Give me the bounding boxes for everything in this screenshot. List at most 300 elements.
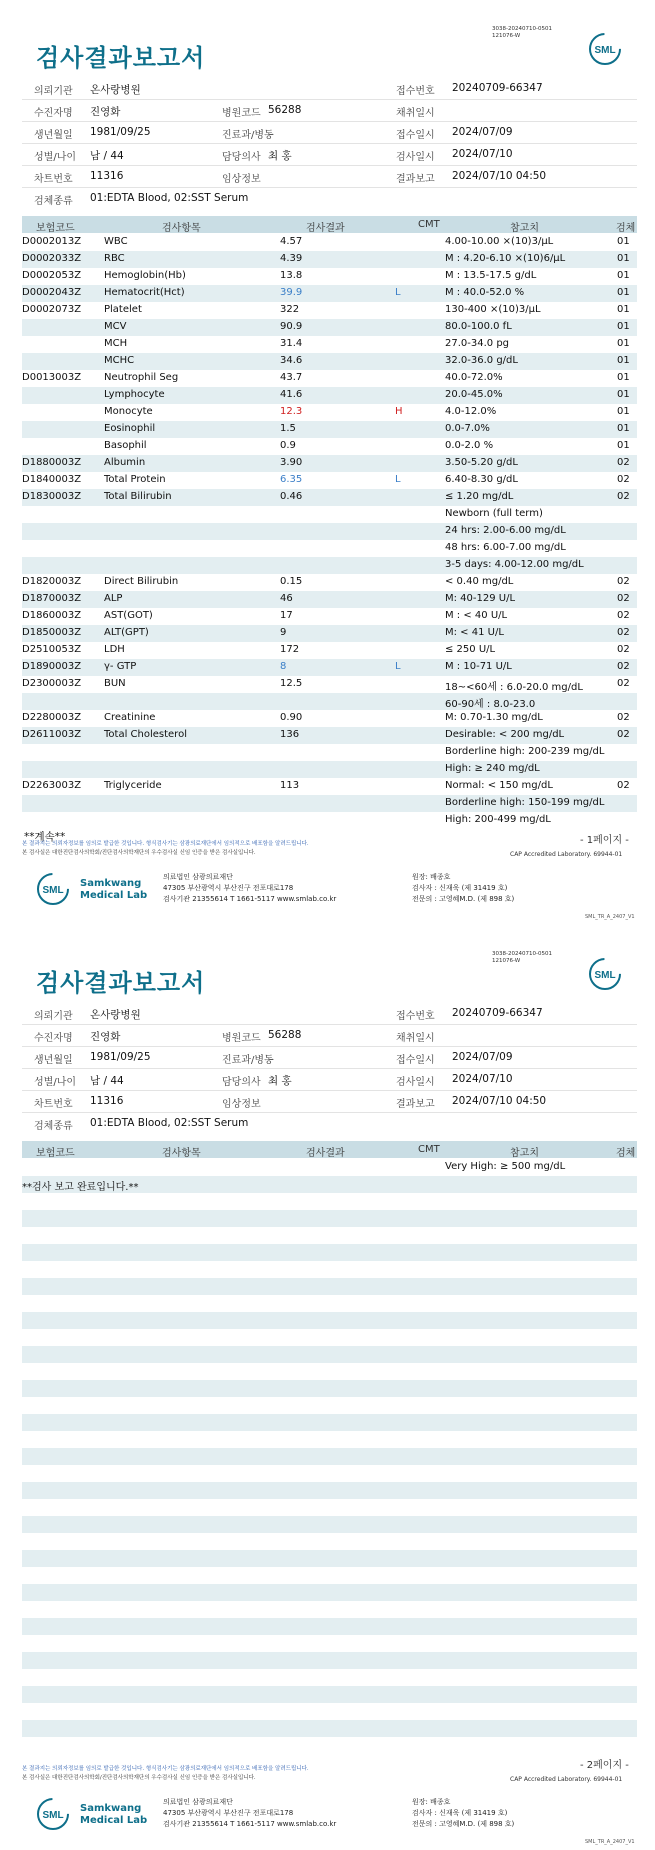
footer-signatures: [412, 872, 514, 905]
sex-age: 남 / 44: [90, 150, 124, 162]
insurance-code: D0002053Z: [22, 270, 82, 281]
table-row: [22, 795, 637, 812]
insurance-code: D2611003Z: [22, 729, 82, 740]
dept-label: 진료과/병동: [222, 1055, 274, 1066]
table-row: [22, 353, 637, 370]
info-row-3: [22, 1047, 637, 1069]
table-row: [22, 1584, 637, 1601]
doctor-label: 담당의사: [222, 1077, 261, 1088]
table-row: [22, 336, 637, 353]
doctor-name: 최 홍: [268, 1075, 292, 1087]
table-row: [22, 1227, 637, 1244]
reference-range: 0.0-2.0 %: [445, 440, 494, 451]
reference-range: 0.0-7.0%: [445, 423, 490, 434]
receipt-no: 20240709-66347: [452, 1007, 543, 1019]
specimen-code: 02: [617, 610, 630, 621]
specimen-label: 검체종류: [34, 196, 73, 207]
table-row: [22, 693, 637, 710]
report-date: 2024/07/10 04:50: [452, 170, 547, 182]
results-table-header: [22, 216, 637, 233]
sex-age-label: 성별/나이: [34, 152, 77, 163]
reference-range: M: < 41 U/L: [445, 627, 504, 638]
insurance-code: D0002043Z: [22, 287, 82, 298]
reference-range: 18~<60세 : 6.0-20.0 mg/dL: [445, 682, 583, 693]
test-result: 1.5: [280, 423, 296, 434]
examinee-name: 진영화: [90, 106, 121, 118]
reference-range: 27.0-34.0 pg: [445, 338, 510, 349]
chart-number: 11316: [90, 1095, 124, 1107]
logo-text-2: Medical Lab: [80, 890, 148, 901]
table-row: [22, 1210, 637, 1227]
table-row: [22, 1414, 637, 1431]
specimen-code: 02: [617, 661, 630, 672]
report-title: 검사결과보고서: [36, 44, 206, 72]
reference-range: M: 40-129 U/L: [445, 593, 516, 604]
continue-marker: **계속**: [24, 831, 66, 843]
sex-age-label: 성별/나이: [34, 1077, 77, 1088]
table-row: [22, 1499, 637, 1516]
table-row: [22, 234, 637, 251]
report-date-label: 결과보고: [396, 174, 435, 185]
collection-date-label: 채취일시: [396, 1033, 435, 1044]
table-row: [22, 1652, 637, 1669]
abnormal-flag: L: [395, 661, 401, 672]
reference-range: 40.0-72.0%: [445, 372, 503, 383]
specimen-label: 검체종류: [34, 1121, 73, 1132]
test-result: 136: [280, 729, 300, 740]
reference-range: 130-400 ×(10)3/μL: [445, 304, 541, 315]
test-name: AST(GOT): [104, 610, 153, 621]
test-name: WBC: [104, 236, 128, 247]
results-table-body: [22, 1159, 637, 1754]
table-row: [22, 455, 637, 472]
test-result: 172: [280, 644, 300, 655]
specimen-code: 01: [617, 423, 630, 434]
table-row: [22, 710, 637, 727]
examinee-label: 수진자명: [34, 108, 73, 119]
reference-range: 6.40-8.30 g/dL: [445, 474, 518, 485]
specimen-code: 02: [617, 627, 630, 638]
sml-logo-icon: [588, 32, 622, 66]
page-number: - 1페이지 -: [580, 835, 629, 846]
dept-label: 진료과/병동: [222, 130, 274, 141]
receipt-date-label: 접수일시: [396, 1055, 435, 1066]
table-row: [22, 1312, 637, 1329]
table-row: [22, 302, 637, 319]
reference-range: ≤ 250 U/L: [445, 644, 496, 655]
table-row: [22, 761, 637, 778]
info-row-6: [22, 188, 637, 209]
specimen-code: 02: [617, 678, 630, 689]
header-name: 검사항목: [162, 223, 201, 234]
test-result: 0.15: [280, 576, 303, 587]
reference-range: 48 hrs: 6.00-7.00 mg/dL: [445, 542, 566, 553]
table-row: [22, 1329, 637, 1346]
test-result: 6.35: [280, 474, 303, 485]
test-result: 0.90: [280, 712, 303, 723]
table-row: [22, 557, 637, 574]
test-name: Total Bilirubin: [104, 491, 172, 502]
birth-date: 1981/09/25: [90, 1051, 151, 1063]
table-row: [22, 1431, 637, 1448]
report-complete-note: **검사 보고 완료입니다.**: [22, 1182, 139, 1193]
results-table-body: [22, 234, 637, 829]
table-row: [22, 1550, 637, 1567]
reference-range: M : 13.5-17.5 g/dL: [445, 270, 537, 281]
insurance-code: D0002013Z: [22, 236, 82, 247]
insurance-code: D1830003Z: [22, 491, 82, 502]
test-result: 17: [280, 610, 293, 621]
test-name: Neutrophil Seg: [104, 372, 179, 383]
specimen-code: 01: [617, 321, 630, 332]
specimen-code: 02: [617, 491, 630, 502]
receipt-date: 2024/07/09: [452, 1051, 513, 1063]
insurance-code: D0013003Z: [22, 372, 82, 383]
specimen-type: 01:EDTA Blood, 02:SST Serum: [90, 1117, 249, 1129]
insurance-code: D0002033Z: [22, 253, 82, 264]
header-code: 보험코드: [36, 223, 75, 234]
page-number: - 2페이지 -: [580, 1760, 629, 1771]
logo-text-1: Samkwang: [80, 1803, 142, 1814]
table-row: [22, 285, 637, 302]
document-id-line2: 121076-W: [492, 33, 521, 39]
table-row: [22, 421, 637, 438]
test-name: Lymphocyte: [104, 389, 165, 400]
info-row-1: [22, 1003, 637, 1025]
table-row: [22, 812, 637, 829]
info-row-3: [22, 122, 637, 144]
table-row: [22, 1244, 637, 1261]
requesting-org: 온사랑병원: [90, 1009, 141, 1021]
specimen-type: 01:EDTA Blood, 02:SST Serum: [90, 192, 249, 204]
test-date: 2024/07/10: [452, 1073, 513, 1085]
info-row-5: [22, 1091, 637, 1113]
table-row: [22, 1703, 637, 1720]
test-name: Total Protein: [104, 474, 166, 485]
test-result: 31.4: [280, 338, 303, 349]
info-row-1: [22, 78, 637, 100]
header-code: 보험코드: [36, 1148, 75, 1159]
specimen-code: 01: [617, 236, 630, 247]
svg-text:SML: SML: [42, 885, 64, 896]
logo-text-1: Samkwang: [80, 878, 142, 889]
table-row: [22, 1635, 637, 1652]
test-name: Eosinophil: [104, 423, 156, 434]
test-name: ALT(GPT): [104, 627, 149, 638]
specimen-code: 02: [617, 780, 630, 791]
specimen-code: 01: [617, 389, 630, 400]
table-row: [22, 1176, 637, 1193]
header-cmt: CMT: [418, 219, 440, 230]
table-row: [22, 370, 637, 387]
table-row: [22, 1448, 637, 1465]
table-row: [22, 1737, 637, 1754]
info-row-4: [22, 144, 637, 166]
examinee-label: 수진자명: [34, 1033, 73, 1044]
specimen-code: 02: [617, 593, 630, 604]
org-contact: 검사기관 21355614 T 1661-5117 www.smlab.co.kr: [163, 895, 337, 903]
test-result: 34.6: [280, 355, 303, 366]
test-result: 12.5: [280, 678, 303, 689]
table-row: [22, 1346, 637, 1363]
receipt-no-label: 접수번호: [396, 1011, 435, 1022]
reference-range: 24 hrs: 2.00-6.00 mg/dL: [445, 525, 566, 536]
table-row: [22, 676, 637, 693]
specimen-code: 02: [617, 457, 630, 468]
chart-label: 차트번호: [34, 1099, 73, 1110]
specimen-code: 01: [617, 372, 630, 383]
reference-range: High: ≥ 240 mg/dL: [445, 763, 540, 774]
test-name: Triglyceride: [104, 780, 162, 791]
insurance-code: D1820003Z: [22, 576, 82, 587]
info-row-2: [22, 100, 637, 122]
specimen-code: 02: [617, 576, 630, 587]
test-result: 4.57: [280, 236, 303, 247]
test-name: LDH: [104, 644, 125, 655]
test-name: Hematocrit(Hct): [104, 287, 185, 298]
org-name: 의료법인 삼광의료재단: [163, 873, 233, 881]
reference-range: M : 40.0-52.0 %: [445, 287, 525, 298]
abnormal-flag: L: [395, 287, 401, 298]
table-row: [22, 1380, 637, 1397]
receipt-no: 20240709-66347: [452, 82, 543, 94]
test-name: Basophil: [104, 440, 147, 451]
specimen-code: 02: [617, 729, 630, 740]
table-row: [22, 591, 637, 608]
info-row-2: [22, 1025, 637, 1047]
receipt-no-label: 접수번호: [396, 86, 435, 97]
patient-info: [22, 78, 637, 209]
specialist: 전문의 : 고영혜M.D. (제 898 호): [412, 895, 515, 903]
footer-logo-text: [80, 1803, 147, 1827]
reference-range: 80.0-100.0 fL: [445, 321, 512, 332]
table-row: [22, 523, 637, 540]
table-row: [22, 1720, 637, 1737]
table-row: [22, 268, 637, 285]
reference-range: High: 200-499 mg/dL: [445, 814, 551, 825]
receipt-date: 2024/07/09: [452, 126, 513, 138]
test-result: 0.9: [280, 440, 296, 451]
examiner: 검사자 : 신재욱 (제 31419 호): [412, 884, 508, 892]
header-ref: 참고치: [510, 1148, 539, 1159]
specimen-code: 02: [617, 712, 630, 723]
reference-range: 4.00-10.00 ×(10)3/μL: [445, 236, 554, 247]
test-name: Platelet: [104, 304, 142, 315]
document-id: [492, 26, 552, 40]
cap-accreditation: CAP Accredited Laboratory. 69944-01: [510, 851, 623, 858]
insurance-code: D1870003Z: [22, 593, 82, 604]
test-result: 43.7: [280, 372, 303, 383]
footer-note-1: 본 결과지는 의뢰자정보를 임의로 발급한 것입니다. 형식검사기는 삼광의료재단에서 임의적으로 배포함을 알려드립니다.: [22, 841, 309, 847]
sml-logo-icon: [588, 957, 622, 991]
info-row-4: [22, 1069, 637, 1091]
table-row: [22, 1465, 637, 1482]
abnormal-flag: H: [395, 406, 403, 417]
test-name: Direct Bilirubin: [104, 576, 179, 587]
test-name: RBC: [104, 253, 125, 264]
reference-range: 4.0-12.0%: [445, 406, 497, 417]
table-row: [22, 319, 637, 336]
test-name: MCHC: [104, 355, 135, 366]
header-result: 검사결과: [306, 1148, 345, 1159]
reference-range: 60-90세 : 8.0-23.0: [445, 699, 536, 710]
test-name: MCV: [104, 321, 127, 332]
reference-range: < 0.40 mg/dL: [445, 576, 514, 587]
report-date-label: 결과보고: [396, 1099, 435, 1110]
test-name: ALP: [104, 593, 123, 604]
receipt-date-label: 접수일시: [396, 130, 435, 141]
table-row: [22, 1261, 637, 1278]
test-date: 2024/07/10: [452, 148, 513, 160]
footer-logo-text: [80, 878, 147, 902]
test-name: Creatinine: [104, 712, 156, 723]
reference-range: Very High: ≥ 500 mg/dL: [445, 1161, 566, 1172]
report-page-2: [0, 925, 655, 1850]
table-row: [22, 1397, 637, 1414]
report-date: 2024/07/10 04:50: [452, 1095, 547, 1107]
insurance-code: D2280003Z: [22, 712, 82, 723]
specimen-code: 01: [617, 440, 630, 451]
table-row: [22, 438, 637, 455]
table-row: [22, 1669, 637, 1686]
reference-range: M: 0.70-1.30 mg/dL: [445, 712, 543, 723]
footer-note-1: 본 결과지는 의뢰자정보를 임의로 발급한 것입니다. 형식검사기는 삼광의료재단에서 임의적으로 배포함을 알려드립니다.: [22, 1766, 309, 1772]
org-contact: 검사기관 21355614 T 1661-5117 www.smlab.co.kr: [163, 1820, 337, 1828]
header-spec: 검체: [616, 1148, 636, 1159]
specimen-code: 01: [617, 253, 630, 264]
table-row: [22, 540, 637, 557]
test-name: Monocyte: [104, 406, 153, 417]
patient-info: [22, 1003, 637, 1134]
table-row: [22, 404, 637, 421]
reference-range: 3.50-5.20 g/dL: [445, 457, 518, 468]
chart-number: 11316: [90, 170, 124, 182]
document-id: [492, 951, 552, 965]
test-result: 12.3: [280, 406, 303, 417]
table-row: [22, 1363, 637, 1380]
reference-range: M : 10-71 U/L: [445, 661, 512, 672]
reference-range: Newborn (full term): [445, 508, 543, 519]
birth-label: 생년월일: [34, 130, 73, 141]
hospital-code: 56288: [268, 104, 302, 116]
table-row: [22, 506, 637, 523]
requesting-org-label: 의뢰기관: [34, 86, 73, 97]
document-id-line2: 121076-W: [492, 958, 521, 964]
logo-text-2: Medical Lab: [80, 1815, 148, 1826]
org-address: 47305 부산광역시 부산진구 전포대로178: [163, 1809, 294, 1817]
table-row: [22, 1533, 637, 1550]
reference-range: M : < 40 U/L: [445, 610, 508, 621]
director: 원장: 배종호: [412, 1798, 451, 1806]
test-date-label: 검사일시: [396, 1077, 435, 1088]
test-result: 13.8: [280, 270, 303, 281]
collection-date-label: 채취일시: [396, 108, 435, 119]
document-id-line1: 3038-20240710-0501: [492, 951, 552, 957]
reference-range: Borderline high: 150-199 mg/dL: [445, 797, 605, 808]
table-row: [22, 251, 637, 268]
table-row: [22, 1618, 637, 1635]
org-name: 의료법인 삼광의료재단: [163, 1798, 233, 1806]
insurance-code: D2510053Z: [22, 644, 82, 655]
info-row-6: [22, 1113, 637, 1134]
document-id-line1: 3038-20240710-0501: [492, 26, 552, 32]
table-row: [22, 778, 637, 795]
svg-text:SML: SML: [42, 1810, 64, 1821]
org-address: 47305 부산광역시 부산진구 전포대로178: [163, 884, 294, 892]
reference-range: 20.0-45.0%: [445, 389, 503, 400]
reference-range: M : 4.20-6.10 ×(10)6/μL: [445, 253, 566, 264]
specimen-code: 01: [617, 338, 630, 349]
test-result: 113: [280, 780, 300, 791]
footer-address: [163, 872, 336, 905]
table-row: [22, 1686, 637, 1703]
test-date-label: 검사일시: [396, 152, 435, 163]
test-name: Albumin: [104, 457, 146, 468]
footer-signatures: [412, 1797, 514, 1830]
results-table-header: [22, 1141, 637, 1158]
specimen-code: 01: [617, 355, 630, 366]
test-result: 3.90: [280, 457, 303, 468]
director: 원장: 배종호: [412, 873, 451, 881]
table-row: [22, 744, 637, 761]
insurance-code: D1880003Z: [22, 457, 82, 468]
reference-range: 3-5 days: 4.00-12.00 mg/dL: [445, 559, 584, 570]
table-row: [22, 642, 637, 659]
sex-age: 남 / 44: [90, 1075, 124, 1087]
table-row: [22, 1601, 637, 1618]
table-row: [22, 472, 637, 489]
test-result: 4.39: [280, 253, 303, 264]
specimen-code: 02: [617, 474, 630, 485]
doctor-name: 최 홍: [268, 150, 292, 162]
birth-date: 1981/09/25: [90, 126, 151, 138]
table-row: [22, 1295, 637, 1312]
reference-range: ≤ 1.20 mg/dL: [445, 491, 514, 502]
svg-text:SML: SML: [594, 970, 616, 981]
insurance-code: D1890003Z: [22, 661, 82, 672]
table-row: [22, 727, 637, 744]
reference-range: Normal: < 150 mg/dL: [445, 780, 553, 791]
test-result: 8: [280, 661, 287, 672]
clinical-label: 임상정보: [222, 1099, 261, 1110]
reference-range: Borderline high: 200-239 mg/dL: [445, 746, 605, 757]
table-row: [22, 1159, 637, 1176]
insurance-code: D1840003Z: [22, 474, 82, 485]
footer-note-2: 본 검사실은 대한진단검사의학회/진단검사의학재단의 우수검사실 신임 인증을 받은 검사실입니다.: [22, 850, 256, 856]
abnormal-flag: L: [395, 474, 401, 485]
specialist: 전문의 : 고영혜M.D. (제 898 호): [412, 1820, 515, 1828]
clinical-label: 임상정보: [222, 174, 261, 185]
form-code: SML_TR_A_2407_V1: [585, 914, 635, 920]
insurance-code: D1850003Z: [22, 627, 82, 638]
reference-range: 32.0-36.0 g/dL: [445, 355, 518, 366]
test-result: 0.46: [280, 491, 303, 502]
insurance-code: D0002073Z: [22, 304, 82, 315]
test-name: Total Cholesterol: [104, 729, 187, 740]
info-row-5: [22, 166, 637, 188]
requesting-org: 온사랑병원: [90, 84, 141, 96]
header-spec: 검체: [616, 223, 636, 234]
hospital-code: 56288: [268, 1029, 302, 1041]
cap-accreditation: CAP Accredited Laboratory. 69944-01: [510, 1776, 623, 1783]
footer-note-2: 본 검사실은 대한진단검사의학회/진단검사의학재단의 우수검사실 신임 인증을 받은 검사실입니다.: [22, 1775, 256, 1781]
hospital-code-label: 병원코드: [222, 108, 261, 119]
specimen-code: 01: [617, 304, 630, 315]
specimen-code: 01: [617, 406, 630, 417]
specimen-code: 01: [617, 270, 630, 281]
table-row: [22, 387, 637, 404]
table-row: [22, 1567, 637, 1584]
